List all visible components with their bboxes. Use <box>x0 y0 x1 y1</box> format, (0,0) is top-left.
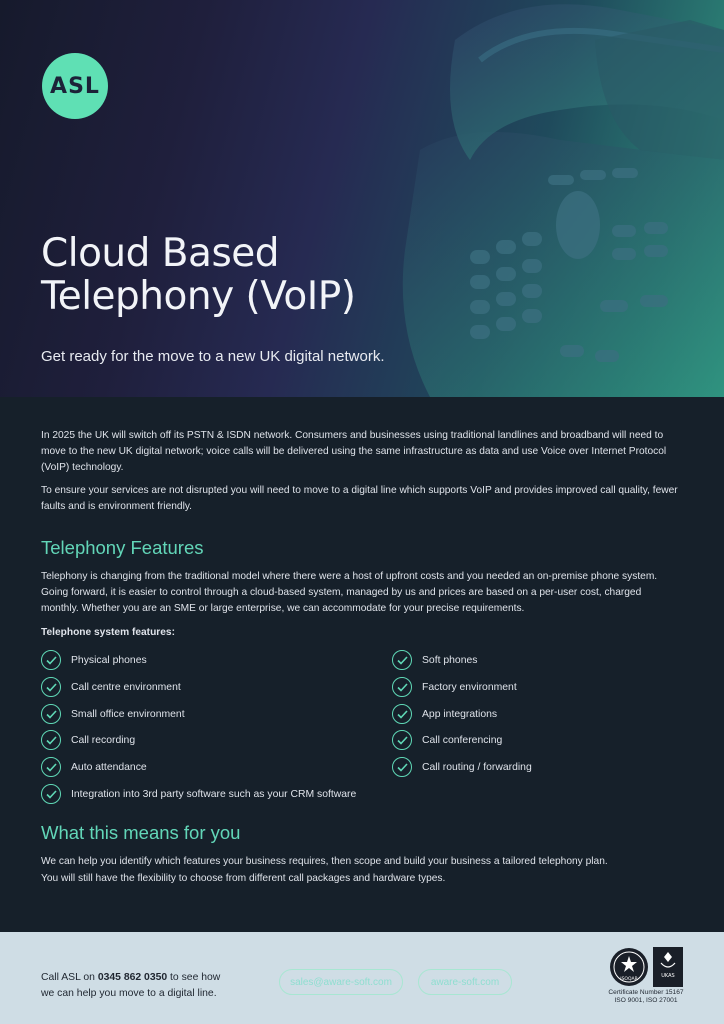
call-prefix: Call ASL on <box>41 972 95 983</box>
feature-item <box>41 784 356 804</box>
title-line-2: Telephony (VoIP) <box>41 274 356 319</box>
intro-paragraph-1: In 2025 the UK will switch off its PSTN & ISDN network. Consumers and businesses using traditional landlines and broadband will need to move to the new UK digital network; voice calls will be delivered using the same infrastructure as data and use Voice over Internet Protocol (VoIP) technology. <box>41 430 667 473</box>
means-line-2: You will still have the flexibility to choose from different call packages and hardware types. <box>41 873 446 884</box>
means-line-1: We can help you identify which features your business requires, then scope and build your business a tailored telephony plan. <box>41 856 608 867</box>
ukas-label: UKAS <box>661 973 675 979</box>
means-heading: What this means for you <box>41 822 241 843</box>
feature-item <box>41 677 181 697</box>
check-circle-icon <box>41 677 61 697</box>
check-circle-icon <box>41 784 61 804</box>
feature-label: Factory environment <box>422 681 517 693</box>
feature-item <box>41 650 147 670</box>
feature-label: Auto attendance <box>71 761 147 773</box>
certificate-info <box>606 989 686 1005</box>
check-circle-icon <box>41 650 61 670</box>
feature-item <box>392 704 497 724</box>
call-line-2: we can help you move to a digital line. <box>41 988 217 999</box>
hero-subtitle: Get ready for the move to a new UK digital network. <box>41 348 385 365</box>
isoqar-label: ISOQAR <box>620 977 638 982</box>
logo-text: ASL <box>50 73 100 99</box>
feature-label: Call centre environment <box>71 681 181 693</box>
call-to-action <box>41 970 220 1002</box>
hero-banner <box>0 0 724 397</box>
page-title <box>41 232 356 318</box>
features-paragraph: Telephony is changing from the traditional model where there were a host of upfront costs and you needed an on-premise phone system. Going forward, it is easier to control through a cloud-based system, managed by us and prices are based on a per-user cost, charged monthly. Whether you are an SME or large enterprise, we can accommodate for your precise requirements. <box>41 571 658 614</box>
check-circle-icon <box>392 704 412 724</box>
call-suffix: to see how <box>170 972 221 983</box>
email-link[interactable]: sales@aware-soft.com <box>279 969 403 995</box>
feature-item <box>392 677 517 697</box>
isoqar-badge-icon <box>609 947 649 987</box>
intro-paragraph-2: To ensure your services are not disrupted you will need to move to a digital line which supports VoIP and provides improved call quality, fewer faults and is environment friendly. <box>41 485 678 512</box>
check-circle-icon <box>392 677 412 697</box>
website-link[interactable]: aware-soft.com <box>418 969 512 995</box>
feature-label: Call recording <box>71 734 136 746</box>
feature-item <box>41 704 185 724</box>
feature-label: App integrations <box>422 708 498 720</box>
check-circle-icon <box>41 757 61 777</box>
ukas-badge-icon <box>653 947 683 987</box>
certificate-standards: ISO 9001, ISO 27001 <box>614 997 678 1004</box>
check-circle-icon <box>392 730 412 750</box>
feature-label: Call conferencing <box>422 734 503 746</box>
phone-number[interactable]: 0345 862 0350 <box>97 972 168 983</box>
main-content <box>41 428 681 522</box>
certification-badges <box>606 947 686 1005</box>
check-circle-icon <box>41 730 61 750</box>
feature-label: Small office environment <box>71 708 185 720</box>
desk-phone-illustration <box>0 0 724 397</box>
check-circle-icon <box>392 757 412 777</box>
feature-item <box>41 757 147 777</box>
check-circle-icon <box>392 650 412 670</box>
certificate-number: Certificate Number 15167 <box>608 989 684 996</box>
feature-item <box>392 730 502 750</box>
title-line-1: Cloud Based <box>41 231 280 276</box>
feature-label: Call routing / forwarding <box>422 761 532 773</box>
feature-item <box>392 757 532 777</box>
feature-item <box>392 650 477 670</box>
check-circle-icon <box>41 704 61 724</box>
asl-logo <box>42 53 108 119</box>
footer <box>0 932 724 1024</box>
feature-item <box>41 730 135 750</box>
features-heading: Telephony Features <box>41 537 204 558</box>
feature-label: Integration into 3rd party software such as your CRM software <box>71 788 357 800</box>
features-list-label: Telephone system features: <box>41 627 175 638</box>
feature-label: Soft phones <box>422 654 478 666</box>
feature-label: Physical phones <box>71 654 147 666</box>
